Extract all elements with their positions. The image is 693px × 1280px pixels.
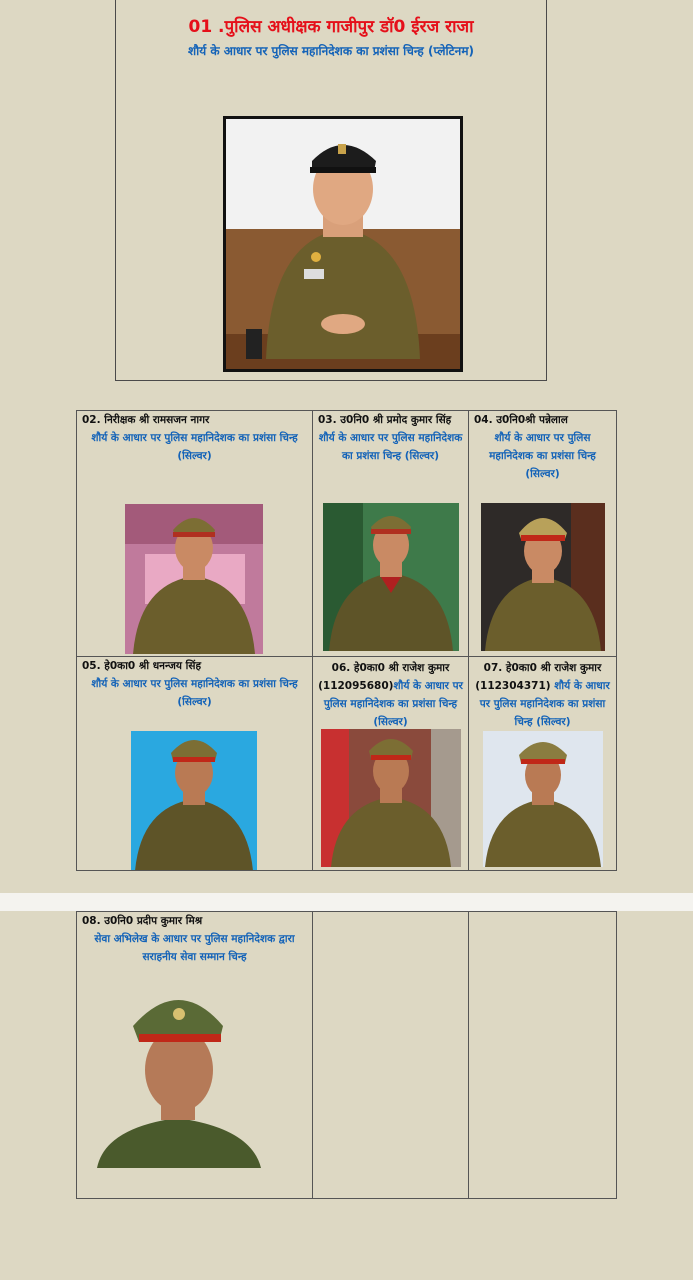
empty-cell (468, 911, 617, 1199)
awardee-award: शौर्य के आधार पर पुलिस महानिदेशक का प्रशंसा चिन्ह (सिल्वर) (479, 680, 610, 728)
awardee-card-03 (312, 410, 469, 657)
awardee-photo (481, 503, 605, 651)
awardee-photo (321, 729, 461, 867)
awardee-name: 04. उ0नि0श्री पन्नेलाल (474, 414, 568, 426)
featured-card (115, 0, 547, 381)
awardee-card-07 (468, 656, 617, 871)
awardee-photo (95, 978, 279, 1168)
awardee-id: (112095680) (318, 680, 394, 692)
awardee-card-04 (468, 410, 617, 657)
awardee-card-08 (76, 911, 313, 1199)
page-separator (0, 893, 693, 911)
awardee-photo (323, 503, 459, 651)
awardee-card-05 (76, 656, 313, 871)
awardee-name: 03. उ0नि0 श्री प्रमोद कुमार सिंह (318, 414, 452, 426)
awardee-award: शौर्य के आधार पर पुलिस महानिदेशक का प्रशंसा चिन्ह (सिल्वर) (91, 432, 298, 462)
awardee-photo (483, 731, 603, 867)
awardee-card-02 (76, 410, 313, 657)
awardee-name: 02. निरीक्षक श्री रामसजन नागर (82, 414, 210, 426)
awardee-name: 08. उ0नि0 प्रदीप कुमार मिश्र (82, 915, 203, 927)
awardee-award: शौर्य के आधार पर पुलिस महानिदेशक का प्रशंसा चिन्ह (सिल्वर) (489, 432, 596, 480)
featured-award: शौर्य के आधार पर पुलिस महानिदेशक का प्रशंसा चिन्ह (प्लेटिनम) (187, 44, 474, 58)
awardee-id: (112304371) (475, 680, 551, 692)
featured-photo (223, 116, 463, 372)
awardee-photo (125, 504, 263, 654)
awardee-name: 05. हे0का0 श्री धनन्जय सिंह (82, 660, 202, 672)
awardee-award: सेवा अभिलेख के आधार पर पुलिस महानिदेशक द्वारा सराहनीय सेवा सम्मान चिन्ह (94, 933, 295, 963)
awardee-name: 07. हे0का0 श्री राजेश कुमार (483, 662, 602, 674)
awardee-award: शौर्य के आधार पर पुलिस महानिदेशक का प्रशंसा चिन्ह (सिल्वर) (323, 680, 463, 728)
awardee-photo (131, 731, 257, 871)
featured-title: 01 .पुलिस अधीक्षक गाजीपुर डॉ0 ईरज राजा (188, 17, 474, 37)
awardee-award: शौर्य के आधार पर पुलिस महानिदेशक का प्रशंसा चिन्ह (सिल्वर) (91, 678, 298, 708)
award-sheet-2 (0, 911, 693, 1280)
empty-cell (312, 911, 469, 1199)
awardee-name: 06. हे0का0 श्री राजेश कुमार (331, 662, 450, 674)
awardee-award: शौर्य के आधार पर पुलिस महानिदेशक का प्रशंसा चिन्ह (सिल्वर) (318, 432, 463, 462)
awardee-card-06 (312, 656, 469, 871)
